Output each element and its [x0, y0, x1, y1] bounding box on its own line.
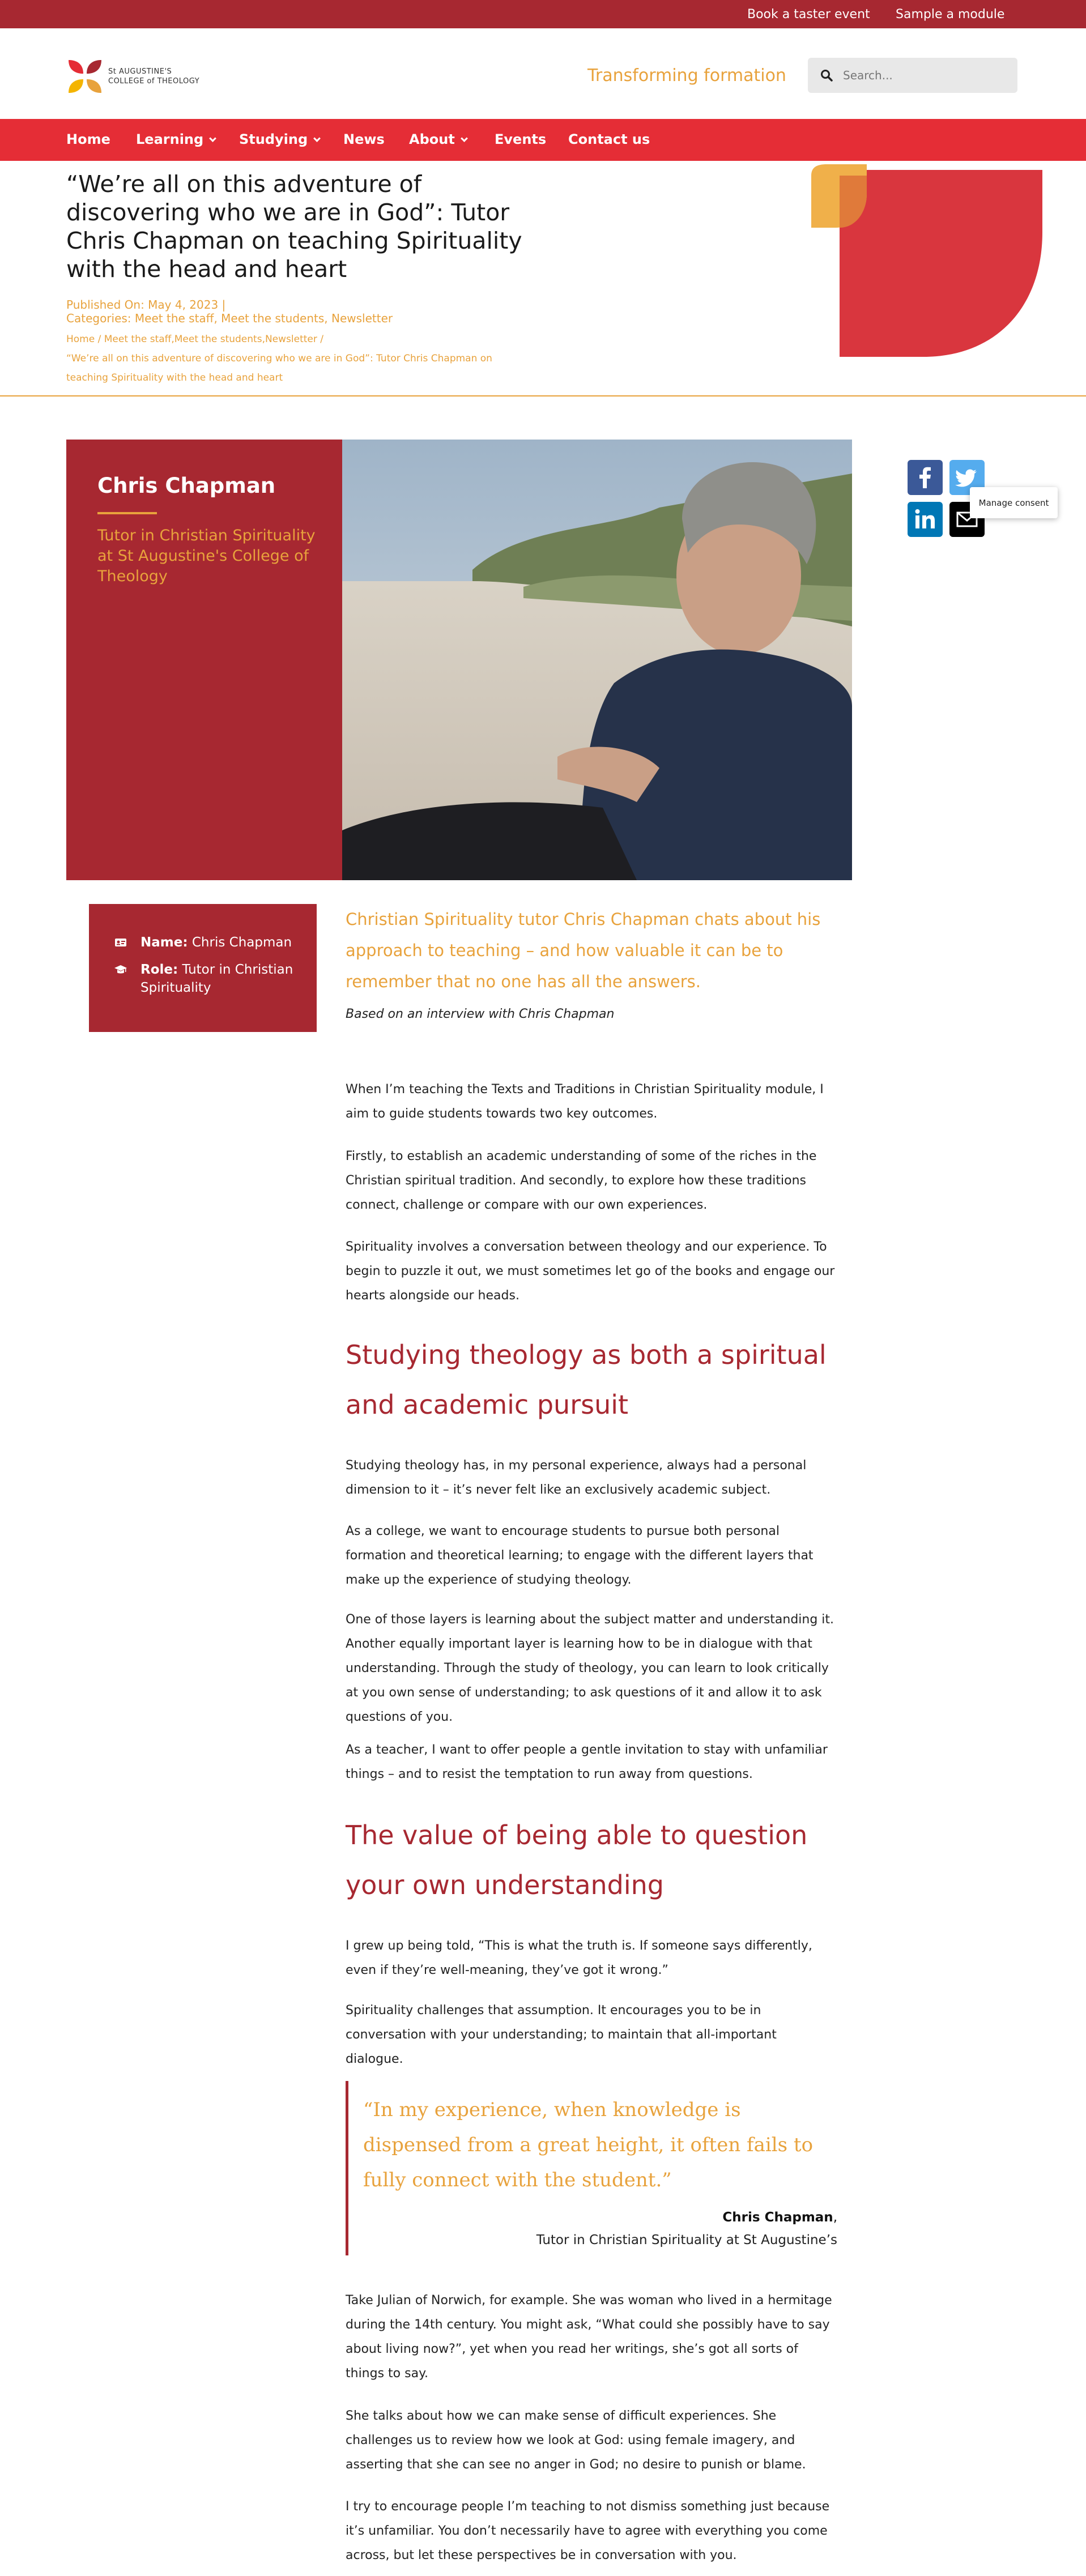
nav-learning[interactable] — [136, 131, 215, 147]
breadcrumb-categories[interactable]: Meet the staff,Meet the students,Newsletter — [104, 334, 317, 345]
logo-line-1: St AUGUSTINE'S — [108, 67, 172, 76]
facebook-icon — [908, 460, 943, 495]
book-taster-event-link[interactable]: Book a taster event — [747, 7, 870, 22]
share-facebook-button[interactable] — [908, 460, 943, 495]
paragraph: One of those layers is learning about the subject matter and understanding it. Another equally important layer is learning how to be in dialogue with that understanding. Through the study of theology, you can learn to look critically at you own sense of understanding; to ask questions of it and allow it to ask questions of you. — [346, 1613, 834, 1724]
article-source-note: Based on an interview with Chris Chapman — [346, 1007, 615, 1021]
article-lead: Christian Spirituality tutor Chris Chapman chats about his approach to teaching – and how valuable it can be to remember that no one has all the answers. — [346, 910, 821, 991]
logo-mark-icon — [66, 57, 104, 96]
nav-studying[interactable] — [239, 131, 320, 147]
nav-home-label: Home — [66, 131, 110, 147]
utility-bar — [0, 0, 1086, 28]
info-role-row — [114, 961, 301, 997]
quote-author-name: Chris Chapman — [722, 2210, 833, 2225]
nav-events-label: Events — [495, 131, 547, 147]
header-divider — [0, 395, 1086, 396]
paragraph: I grew up being told, “This is what the truth is. If someone says differently, even if they’re well-meaning, they’ve got it wrong.” — [346, 1939, 812, 1977]
quote-author — [722, 2210, 837, 2225]
sample-module-link[interactable]: Sample a module — [896, 7, 1005, 22]
page-title: “We’re all on this adventure of discovering who we are in God”: Tutor Chris Chapman on teaching Spirituality with the head and heart — [66, 170, 522, 283]
section-heading: Studying theology as both a spiritual and academic pursuit — [346, 1340, 827, 1420]
share-linkedin-button[interactable] — [908, 502, 943, 537]
section-heading: The value of being able to question your own understanding — [346, 1820, 808, 1900]
nav-news[interactable] — [343, 131, 385, 147]
paragraph: As a college, we want to encourage students to pursue both personal formation and theoretical learning; to engage with the different layers that make up the experience of studying theology. — [346, 1524, 814, 1587]
info-name-label: Name: — [140, 935, 188, 950]
paragraph: Firstly, to establish an academic understanding of some of the riches in the Christian spiritual tradition. And secondly, to explore how these traditions connect, challenge or compare with our own experiences. — [346, 1149, 817, 1212]
nav-about-label: About — [409, 131, 455, 147]
profile-role: Tutor in Christian Spirituality at St Augustine's College of Theology — [97, 527, 316, 585]
portrait-photo-image — [342, 440, 852, 880]
search-box[interactable] — [808, 58, 1017, 93]
search-input[interactable] — [843, 66, 1007, 85]
info-role-label: Role: — [140, 962, 178, 977]
manage-consent-button[interactable]: Manage consent — [970, 487, 1058, 518]
nav-home[interactable] — [66, 131, 110, 147]
paragraph: Studying theology has, in my personal experience, always had a personal dimension to it – it’s never felt like an exclusively academic subject. — [346, 1458, 807, 1497]
breadcrumb: Home / Meet the staff,Meet the students,Newsletter / “We’re all on this adventure of discovering who we are in God”: Tutor Chris Chapman on teaching Spirituality with the head and heart — [66, 334, 492, 383]
profile-name: Chris Chapman — [97, 474, 276, 498]
category-link-meet-the-students[interactable]: Meet the students — [221, 312, 325, 325]
published-date: Published On: May 4, 2023 | — [66, 298, 226, 312]
quote-author-separator: , — [833, 2210, 837, 2225]
paragraph: Spirituality involves a conversation between theology and our experience. To begin to puzzle it out, we must sometimes let go of the books and engage our hearts alongside our heads. — [346, 1240, 835, 1303]
nav-studying-label: Studying — [239, 131, 308, 147]
id-card-icon — [114, 936, 127, 949]
nav-news-label: News — [343, 131, 385, 147]
paragraph: She talks about how we can make sense of difficult experiences. She challenges us to review how we look at God: using female imagery, and asserting that she can see no anger in God; no desire to punish or blame. — [346, 2409, 806, 2472]
profile-underline — [97, 512, 157, 514]
category-link-meet-the-staff[interactable]: Meet the staff — [134, 312, 214, 325]
portrait-photo — [342, 440, 852, 880]
search-icon — [820, 69, 833, 82]
breadcrumb-current: “We’re all on this adventure of discovering who we are in God”: Tutor Chris Chapman on teaching Spirituality with the head and heart — [66, 353, 492, 383]
nav-contact-us[interactable] — [568, 131, 650, 147]
site-header — [0, 28, 1086, 119]
college-logo[interactable] — [66, 57, 208, 96]
chevron-down-icon — [461, 135, 468, 142]
nav-about[interactable] — [409, 131, 467, 147]
profile-card — [66, 440, 342, 880]
linkedin-icon — [908, 502, 943, 537]
quote-text: “In my experience, when knowledge is dispensed from a great height, it often fails to fully connect with the student.” — [363, 2099, 814, 2191]
info-name-value: Chris Chapman — [191, 935, 292, 950]
paragraph: Spirituality challenges that assumption. It encourages you to be in conversation with your understanding; to maintain that all-important dialogue. — [346, 2003, 777, 2066]
paragraph: As a teacher, I want to offer people a gentle invitation to stay with unfamiliar things – and to resist the temptation to run away from questions. — [346, 1743, 828, 1781]
chevron-down-icon — [313, 135, 321, 142]
main-navigation — [0, 119, 1086, 161]
categories-label: Categories: — [66, 312, 131, 325]
info-name-row — [114, 933, 292, 952]
nav-events[interactable] — [495, 131, 546, 147]
graduation-cap-icon — [114, 963, 127, 976]
staff-info-box — [89, 904, 317, 1032]
post-categories: Categories: Meet the staff, Meet the students, Newsletter — [66, 312, 393, 325]
breadcrumb-home[interactable]: Home — [66, 334, 95, 345]
decorative-petal-graphic — [810, 164, 1042, 357]
quote-author-role: Tutor in Christian Spirituality at St Augustine’s — [536, 2233, 837, 2247]
paragraph: I try to encourage people I’m teaching to not dismiss something just because it’s unfamiliar. You don’t necessarily have to agree with everything you come across, but let these perspectives be in conversation with you. — [346, 2500, 830, 2562]
chevron-down-icon — [209, 135, 216, 142]
logo-wordmark — [108, 67, 199, 86]
paragraph: When I’m teaching the Texts and Traditions in Christian Spirituality module, I aim to guide students towards two key outcomes. — [346, 1082, 824, 1121]
info-role-value: Tutor in Christian Spirituality — [140, 962, 293, 995]
nav-contact-us-label: Contact us — [568, 131, 650, 147]
pull-quote — [346, 2081, 837, 2255]
site-tagline: Transforming formation — [587, 66, 786, 86]
logo-line-2: COLLEGE of THEOLOGY — [108, 77, 200, 86]
category-link-newsletter[interactable]: Newsletter — [331, 312, 393, 325]
paragraph: Take Julian of Norwich, for example. She was woman who lived in a hermitage during the 14th century. You might ask, “What could she possibly have to say about living now?”, yet when you read her writings, she’s got all sorts of things to say. — [346, 2293, 832, 2381]
nav-learning-label: Learning — [136, 131, 204, 147]
